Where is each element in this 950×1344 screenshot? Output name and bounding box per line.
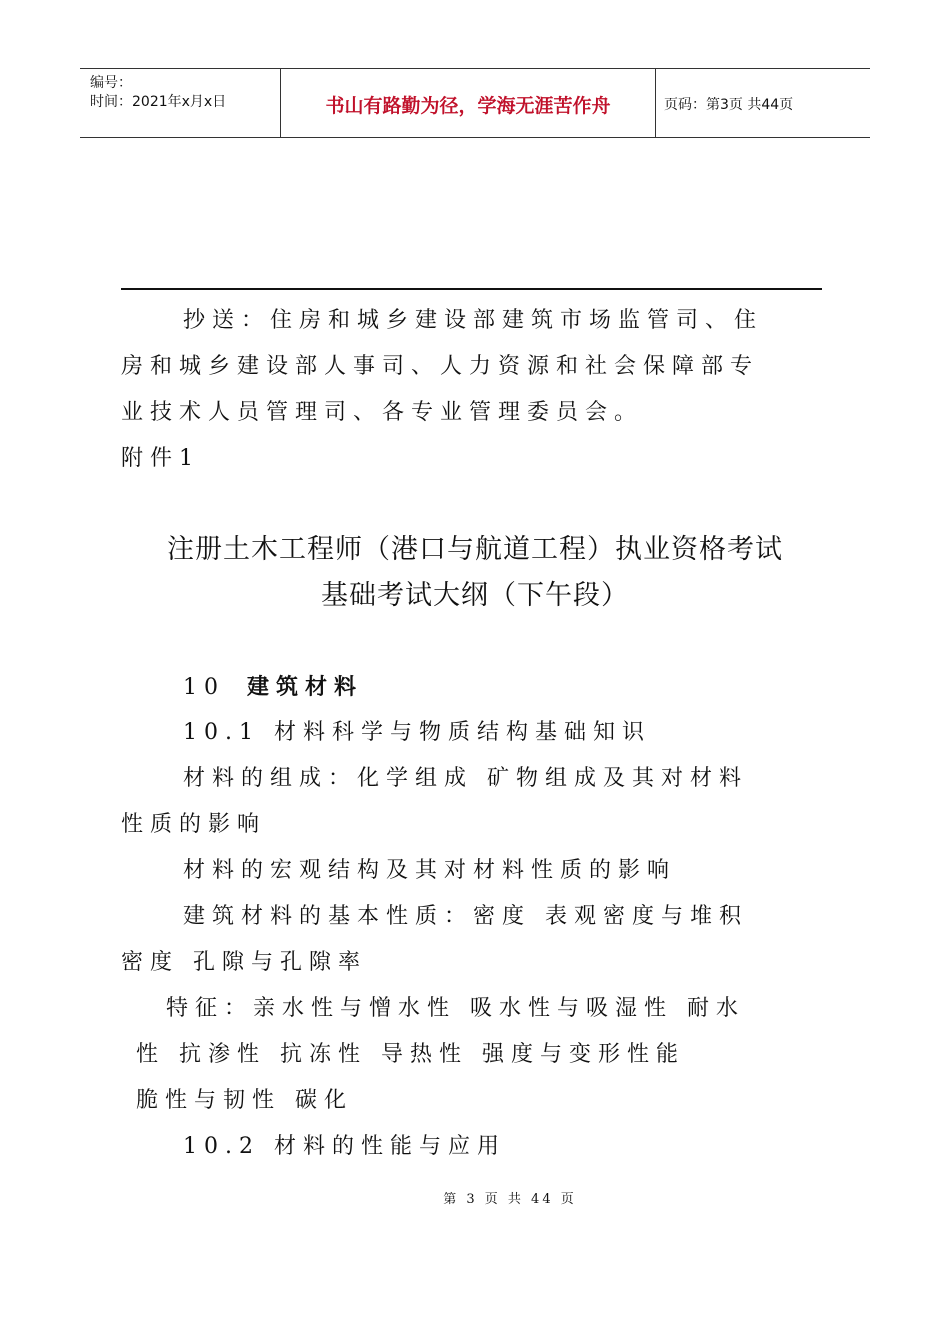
document-title-line-1: 注册土木工程师（港口与航道工程）执业资格考试 bbox=[167, 534, 783, 565]
header-table bbox=[80, 68, 870, 138]
paragraph-4-line-3: 脆性与韧性 碳化 bbox=[136, 1088, 353, 1113]
cc-line-1: 抄送：住房和城乡建设部建筑市场监管司、住 bbox=[183, 308, 764, 333]
paragraph-3-line-2: 密度 孔隙与孔隙率 bbox=[121, 950, 367, 975]
section-10-2-heading: 10.2 材料的性能与应用 bbox=[183, 1134, 506, 1159]
header-page-info: 页码：第3页 共44页 bbox=[664, 97, 794, 113]
header-motto: 书山有路勤为径，学海无涯苦作舟 bbox=[325, 95, 611, 117]
header-motto-cell bbox=[281, 69, 656, 137]
page-footer: 第 3 页 共 44 页 bbox=[443, 1192, 577, 1207]
paragraph-2: 材料的宏观结构及其对材料性质的影响 bbox=[183, 858, 677, 883]
section-10-1-heading: 10.1 材料科学与物质结构基础知识 bbox=[183, 720, 651, 745]
paragraph-4-line-2: 性 抗渗性 抗冻性 导热性 强度与变形性能 bbox=[136, 1042, 685, 1067]
section-10-heading bbox=[183, 672, 363, 703]
header-meta-cell bbox=[80, 69, 281, 137]
cc-line-2: 房和城乡建设部人事司、人力资源和社会保障部专 bbox=[121, 354, 760, 379]
paragraph-4-line-1: 特征：亲水性与憎水性 吸水性与吸湿性 耐水 bbox=[166, 996, 745, 1021]
attachment-label: 附件1 bbox=[121, 446, 200, 471]
document-number-label: 编号： bbox=[90, 75, 132, 91]
paragraph-3-line-1: 建筑材料的基本性质：密度 表观密度与堆积 bbox=[183, 904, 748, 929]
section-10-number: 10 bbox=[183, 675, 225, 700]
paragraph-1-line-1: 材料的组成：化学组成 矿物组成及其对材料 bbox=[183, 766, 748, 791]
horizontal-rule bbox=[121, 288, 822, 290]
section-10-title: 建筑材料 bbox=[247, 674, 364, 700]
cc-line-3: 业技术人员管理司、各专业管理委员会。 bbox=[121, 400, 644, 425]
document-time-label: 时间：2021年x月x日 bbox=[90, 94, 227, 110]
paragraph-1-line-2: 性质的影响 bbox=[121, 812, 267, 837]
document-title-line-2: 基础考试大纲（下午段） bbox=[321, 580, 629, 611]
header-page-cell bbox=[656, 69, 870, 137]
